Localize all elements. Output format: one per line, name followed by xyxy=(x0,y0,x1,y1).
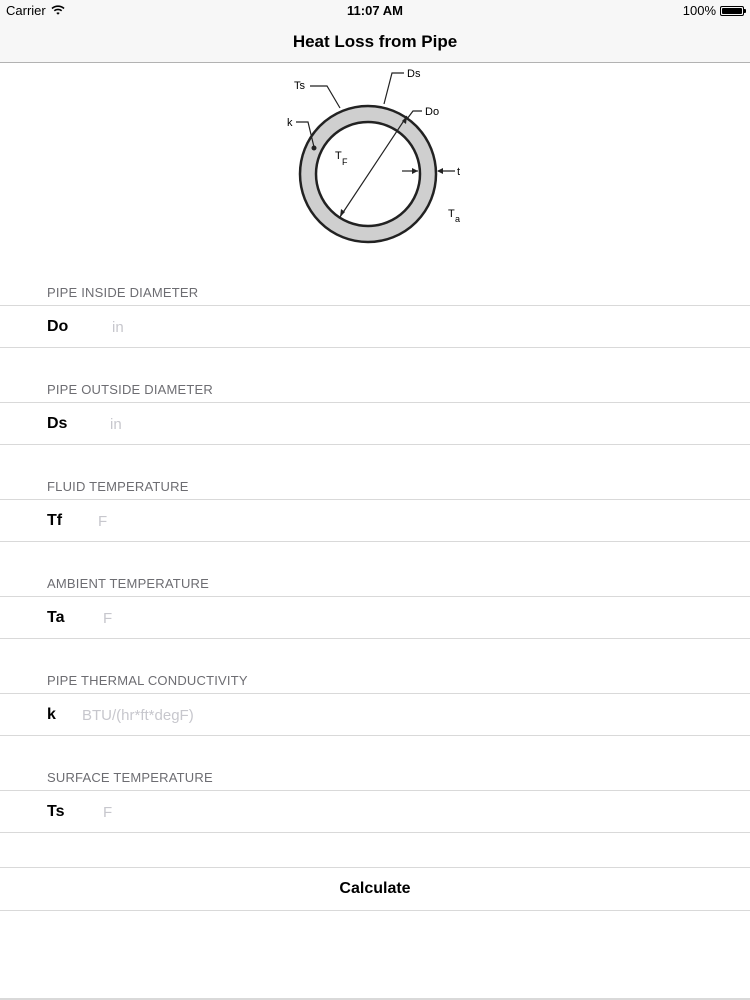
calculate-button[interactable]: Calculate xyxy=(0,868,750,910)
field-row-ambient-temperature xyxy=(0,596,750,639)
field-label-ds: Ds xyxy=(47,415,68,432)
pipe-diagram xyxy=(0,64,750,264)
outside-diameter-input[interactable] xyxy=(110,411,610,437)
surface-temperature-input[interactable] xyxy=(103,799,603,825)
page-title: Heat Loss from Pipe xyxy=(292,32,458,51)
ambient-temperature-input[interactable] xyxy=(103,605,603,631)
battery-icon xyxy=(720,6,744,16)
label-ds: Ds xyxy=(407,68,421,80)
field-label-tf: Tf xyxy=(47,512,63,529)
section-header-outside-diameter: PIPE OUTSIDE DIAMETER xyxy=(47,382,214,397)
carrier-label: Carrier xyxy=(6,3,46,18)
field-row-outside-diameter xyxy=(0,402,750,445)
calculate-row xyxy=(0,867,750,911)
battery-fill xyxy=(722,8,742,14)
pipe-cross-section-diagram xyxy=(270,64,480,254)
label-k: k xyxy=(287,117,293,129)
field-label-do: Do xyxy=(47,318,69,335)
status-bar xyxy=(0,0,750,20)
section-header-fluid-temperature: FLUID TEMPERATURE xyxy=(47,479,189,494)
status-right xyxy=(683,3,744,18)
field-row-fluid-temperature xyxy=(0,499,750,542)
battery-percent: 100% xyxy=(682,3,716,18)
field-label-ts: Ts xyxy=(47,803,65,820)
section-header-surface-temperature: SURFACE TEMPERATURE xyxy=(47,770,213,785)
label-t: t xyxy=(457,166,461,178)
section-header-inside-diameter: PIPE INSIDE DIAMETER xyxy=(47,285,199,300)
label-tf-sub: F xyxy=(342,157,348,167)
status-time: 11:07 AM xyxy=(347,3,403,18)
label-do: Do xyxy=(425,106,440,118)
navigation-bar xyxy=(0,20,750,63)
fluid-temperature-input[interactable] xyxy=(98,508,598,534)
label-ta: T xyxy=(448,208,455,220)
thickness-arrow-right-head xyxy=(437,168,443,174)
field-row-thermal-conductivity xyxy=(0,693,750,736)
field-row-inside-diameter xyxy=(0,305,750,348)
leader-k-dot xyxy=(312,146,317,151)
section-header-thermal-conductivity: PIPE THERMAL CONDUCTIVITY xyxy=(47,673,248,688)
inside-diameter-input[interactable] xyxy=(112,314,612,340)
label-ta-sub: a xyxy=(455,214,461,224)
leader-ts xyxy=(310,86,340,108)
field-row-surface-temperature xyxy=(0,790,750,833)
section-header-ambient-temperature: AMBIENT TEMPERATURE xyxy=(47,576,209,591)
label-tf: T xyxy=(335,150,342,162)
label-ts: Ts xyxy=(294,80,305,92)
field-label-ta: Ta xyxy=(47,609,65,626)
field-label-k: k xyxy=(47,706,56,723)
thermal-conductivity-input[interactable] xyxy=(82,702,582,728)
leader-ds xyxy=(384,73,404,104)
leader-do xyxy=(407,111,422,119)
